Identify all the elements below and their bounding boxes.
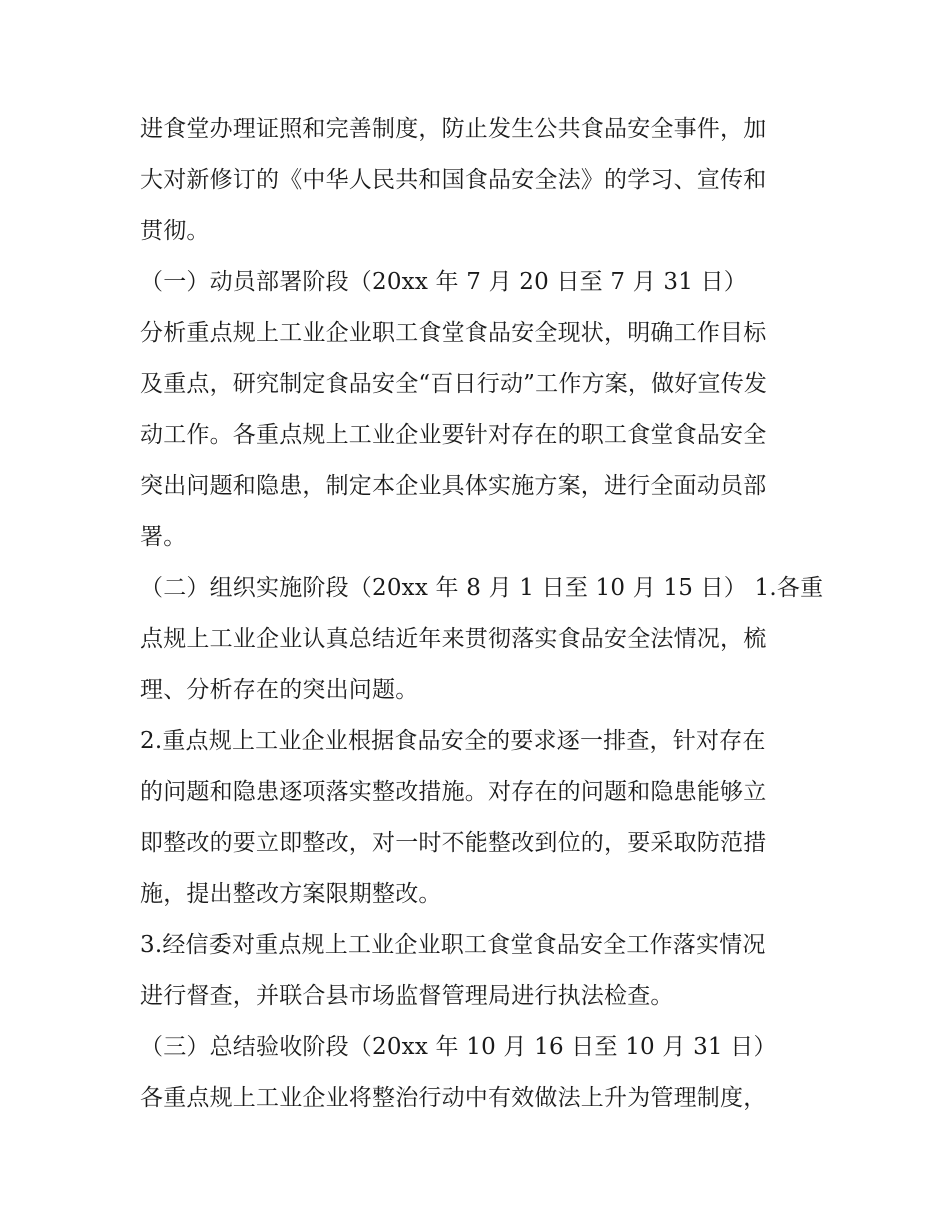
text-line: 动工作。各重点规上工业企业要针对存在的职工食堂食品安全 xyxy=(140,422,767,448)
text-line: 理、分析存在的突出问题。 xyxy=(140,677,419,703)
text-line: 突出问题和隐患，制定本企业具体实施方案，进行全面动员部 xyxy=(140,473,767,499)
document-body xyxy=(140,104,824,1124)
text-line: 署。 xyxy=(140,524,187,550)
text-line: 贯彻。 xyxy=(140,218,210,244)
text-line: 分析重点规上工业企业职工食堂食品安全现状，明确工作目标 xyxy=(140,320,767,346)
heading-line: （一）动员部署阶段（20xx 年 7 月 20 日至 7 月 31 日） xyxy=(140,269,748,295)
text-line: 的问题和隐患逐项落实整改措施。对存在的问题和隐患能够立 xyxy=(140,779,767,805)
paragraph-phase-three-body xyxy=(140,1073,820,1124)
paragraph-intro-continuation xyxy=(140,104,820,257)
text-line: 大对新修订的《中华人民共和国食品安全法》的学习、宣传和 xyxy=(140,167,767,193)
text-line: 即整改的要立即整改，对一时不能整改到位的，要采取防范措 xyxy=(140,830,767,856)
paragraph-phase-one-body xyxy=(140,308,820,563)
section-heading-phase-three xyxy=(140,1022,820,1073)
text-line: 施，提出整改方案限期整改。 xyxy=(140,881,442,907)
section-heading-phase-two xyxy=(140,563,824,716)
paragraph-phase-two-item-3 xyxy=(140,920,820,1022)
text-line: 进食堂办理证照和完善制度，防止发生公共食品安全事件，加 xyxy=(140,116,767,142)
text-line: 各重点规上工业企业将整治行动中有效做法上升为管理制度， xyxy=(140,1085,767,1111)
text-line: 2.重点规上工业企业根据食品安全的要求逐一排查，针对存在 xyxy=(140,728,766,754)
text-line: 点规上工业企业认真总结近年来贯彻落实食品安全法情况，梳 xyxy=(140,626,767,652)
text-line: 3.经信委对重点规上工业企业职工食堂食品安全工作落实情况 xyxy=(140,932,766,958)
section-heading-phase-one xyxy=(140,257,820,308)
heading-line: （三）总结验收阶段（20xx 年 10 月 16 日至 10 月 31 日） xyxy=(140,1034,777,1060)
text-line: 及重点，研究制定食品安全“百日行动”工作方案，做好宣传发 xyxy=(140,371,768,397)
text-line: 进行督查，并联合县市场监督管理局进行执法检查。 xyxy=(140,983,674,1009)
heading-line: （二）组织实施阶段（20xx 年 8 月 1 日至 10 月 15 日） 1.各重 xyxy=(140,575,824,601)
paragraph-phase-two-item-2 xyxy=(140,716,820,920)
